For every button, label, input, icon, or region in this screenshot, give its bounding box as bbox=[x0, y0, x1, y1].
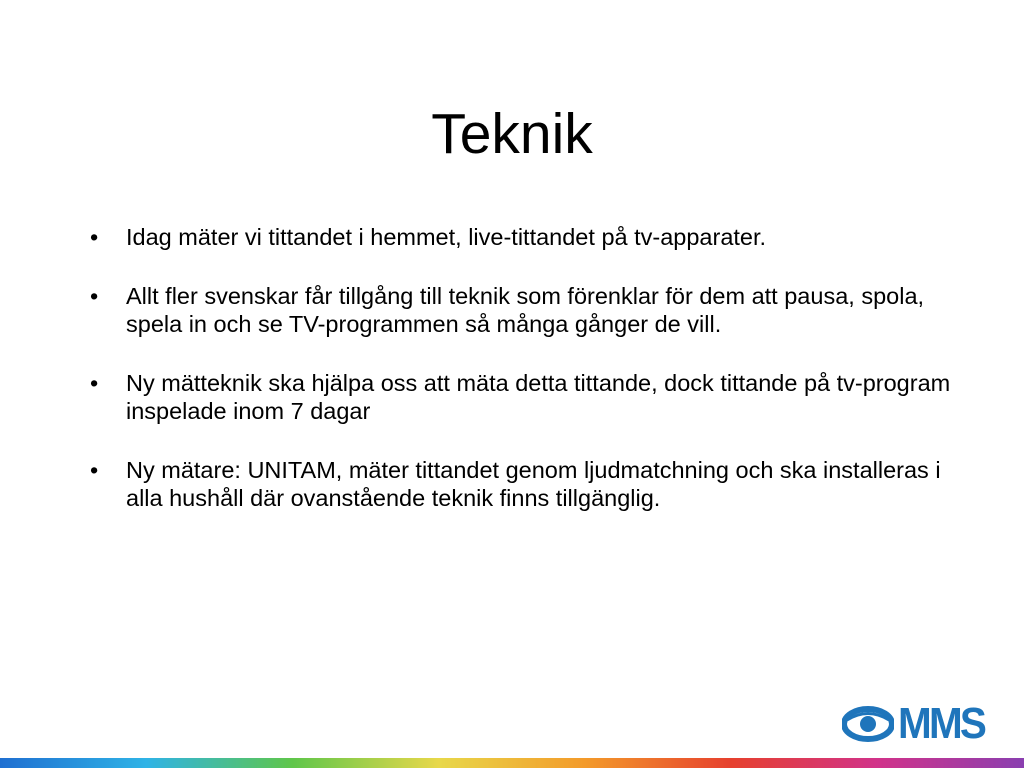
bullet-symbol: • bbox=[90, 283, 99, 309]
bullet-text: Allt fler svenskar får tillgång till teknik som förenklar för dem att pausa, spola, spela in och se TV-programmen så många gånger de vill. bbox=[126, 283, 925, 337]
bullet-symbol: • bbox=[90, 370, 99, 396]
mms-logo bbox=[842, 699, 1006, 748]
list-item bbox=[90, 223, 960, 251]
eye-icon bbox=[842, 706, 894, 742]
slide-title: Teknik bbox=[431, 102, 593, 166]
bullet-text: Idag mäter vi tittandet i hemmet, live-tittandet på tv-apparater. bbox=[126, 224, 767, 250]
bullet-text: Ny mätare: UNITAM, mäter tittandet genom ljudmatchning och ska installeras i alla hushåll där ovanstående teknik finns tillgänglig. bbox=[126, 457, 941, 511]
list-item bbox=[90, 456, 960, 512]
list-item bbox=[90, 282, 960, 338]
bullet-list bbox=[90, 223, 960, 543]
logo-text: MMS bbox=[898, 699, 985, 748]
bullet-text: Ny mätteknik ska hjälpa oss att mäta detta tittande, dock tittande på tv-program inspelade inom 7 dagar bbox=[126, 370, 951, 424]
color-gradient-bar bbox=[0, 758, 1024, 768]
list-item bbox=[90, 369, 960, 425]
bullet-symbol: • bbox=[90, 224, 99, 250]
bullet-symbol: • bbox=[90, 457, 99, 483]
